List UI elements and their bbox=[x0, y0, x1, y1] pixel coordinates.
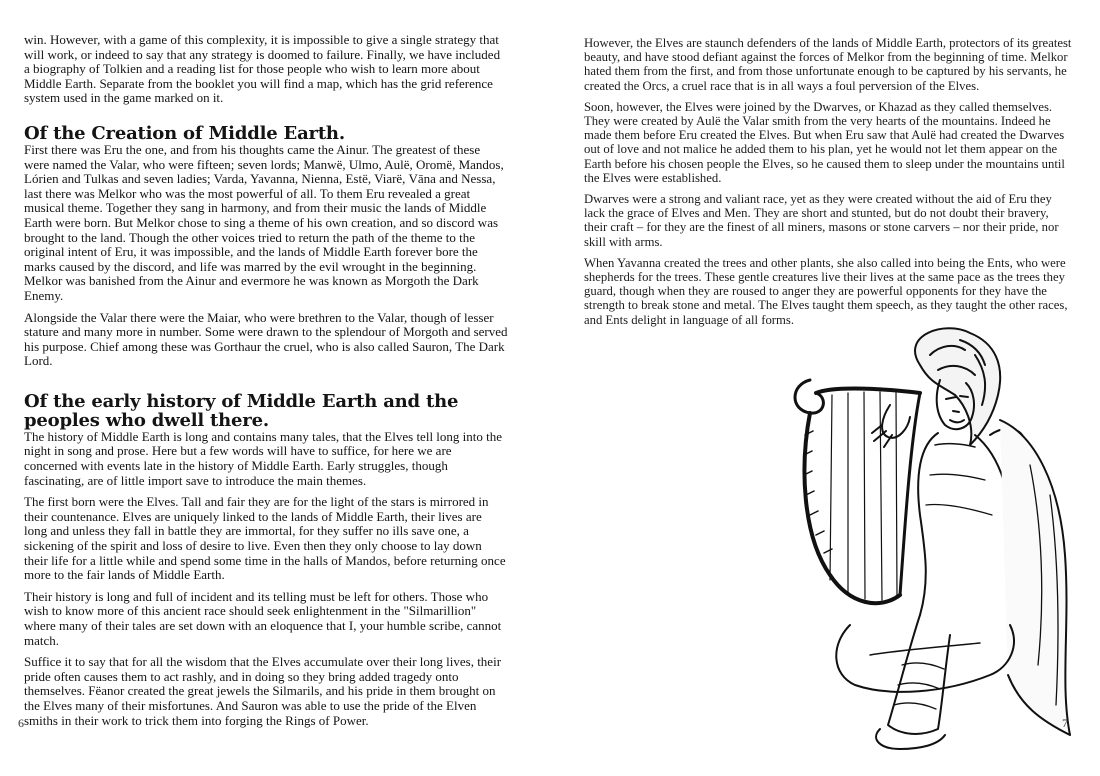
dwarves-paragraph-2: Dwarves were a strong and valiant race, yet as they were created without the aid of Eru they lack the grace of Elves and Men. They are short and stunted, but do not doubt their bravery, their craft – for they are the finest of all miners, masons or stone carvers – nor their pride, nor skill with arms. bbox=[584, 192, 1059, 249]
page-number-right: 7 bbox=[1062, 716, 1068, 730]
right-page-text-column bbox=[584, 36, 1072, 334]
history-paragraph-4: Suffice it to say that for all the wisdom that the Elves accumulate over their long lives, their pride often causes them to act rashly, and in doing so they bring added tragedy onto themselves. Fëanor created the great jewels the Silmarils, and his pride in them brought on the Elves many of their misfortunes. And Sauron was able to use the pride of the Elven smiths in their work to trick them into forging the Rings of Power. bbox=[24, 654, 502, 728]
ents-paragraph: When Yavanna created the trees and other plants, she also called into being the Ents, who were shepherds for the trees. These gentle creatures live their lives at the same pace as the trees they guard, though when they are roused to anger they are powerful opponents for they have the strength to break stone and metal. The Elves taught them speech, as they taught the other races, and Ents delight in language of all forms. bbox=[584, 255, 1068, 327]
right-page bbox=[560, 0, 1100, 776]
heading-creation: Of the Creation of Middle Earth. bbox=[24, 122, 345, 144]
elf-harpist-illustration bbox=[770, 325, 1080, 755]
dwarves-paragraph-1: Soon, however, the Elves were joined by the Dwarves, or Khazad as they called themselves. They were created by Aulë the Valar smith from the very hearts of the mountains. Indeed he made them before Eru created the Elves. But when Eru saw that Aulë had created the Dwarves out of love and not malice he added them to his plan, yet he would not let them appear on the Earth before his chosen people the Elves, so he caused them to sleep under the mountains until the Elves were established. bbox=[584, 99, 1065, 185]
heading-early-history: Of the early history of Middle Earth and the peoples who dwell there. bbox=[24, 390, 459, 431]
elves-paragraph: However, the Elves are staunch defenders of the lands of Middle Earth, protectors of its greatest beauty, and have stood defiant against the forces of Melkor from the beginning of time. Melkor hated them from the first, and from those unfortunate enough to be captured by his servants, he created the Orcs, a cruel race that is in all ways a foul perversion of the Elves. bbox=[584, 36, 1072, 93]
creation-paragraph-2: Alongside the Valar there were the Maiar, who were brethren to the Valar, though of lesser stature and many more in number. Some were drawn to the splendour of Morgoth and served his purpose. Chief among these was Gorthaur the cruel, who is also called Sauron, The Dark Lord. bbox=[24, 309, 508, 369]
history-paragraph-3: Their history is long and full of incident and its telling must be left for others. Those who wish to know more of this ancient race should seek enlightenment in the "Silmarillion" where many of their tales are set down with an eloquence that I, your humble scribe, cannot match. bbox=[24, 588, 502, 648]
left-page bbox=[0, 0, 540, 776]
left-page-text-column bbox=[24, 33, 508, 735]
creation-paragraph-1: First there was Eru the one, and from his thoughts came the Ainur. The greatest of these were named the Valar, who were fifteen; seven lords; Manwë, Ulmo, Aulë, Oromë, Mandos, Lórien and Tulkas and seven ladies; Varda, Yavanna, Nienna, Estë, Viarë, Vāna and Nessa, last there was Melkor who was the most powerful of all. To them Eru revealed a great musical theme. Together they sang in harmony, and from their music the lands of Middle Earth were born. But Melkor chose to sing a theme of his own creation, and so discord was brought to the land. Though the other voices tried to return the path of the theme to the original intent of Eru, it was impossible, and the lands of Middle Earth forever bore the marks caused by the discord, and life was marred by the evil wrought in the beginning. Melkor was banished from the Ainur and evermore he was known as Morgoth the Dark Enemy. bbox=[24, 141, 504, 303]
page-number-left: 6 bbox=[18, 716, 24, 730]
history-paragraph-1: The history of Middle Earth is long and contains many tales, that the Elves tell long into the night in song and prose. Here but a few words will have to suffice, for here we are concerned with events late in the history of Middle Earth. Early struggles, though fascinating, are of little import save to introduce the main themes. bbox=[24, 428, 503, 488]
history-paragraph-2: The first born were the Elves. Tall and fair they are for the light of the stars is mirrored in their countenance. Elves are uniquely linked to the lands of Middle Earth, their lives are long and unless they fall in battle they are immortal, for they suffer no ills save one, a sickening of the spirit and loss of desire to live. Even then they only choose to lay down their life for a little while and spend some time in the halls of Mandos, before returning once more to the fair lands of Middle Earth. bbox=[24, 494, 506, 583]
intro-paragraph: win. However, with a game of this complexity, it is impossible to give a single strategy that will work, or indeed to say that any strategy is doomed to failure. Finally, we have included a biography of Tolkien and a reading list for those people who wish to learn more about Middle Earth. Separate from the booklet you will find a map, which has the grid reference system used in the game marked on it. bbox=[24, 32, 501, 106]
